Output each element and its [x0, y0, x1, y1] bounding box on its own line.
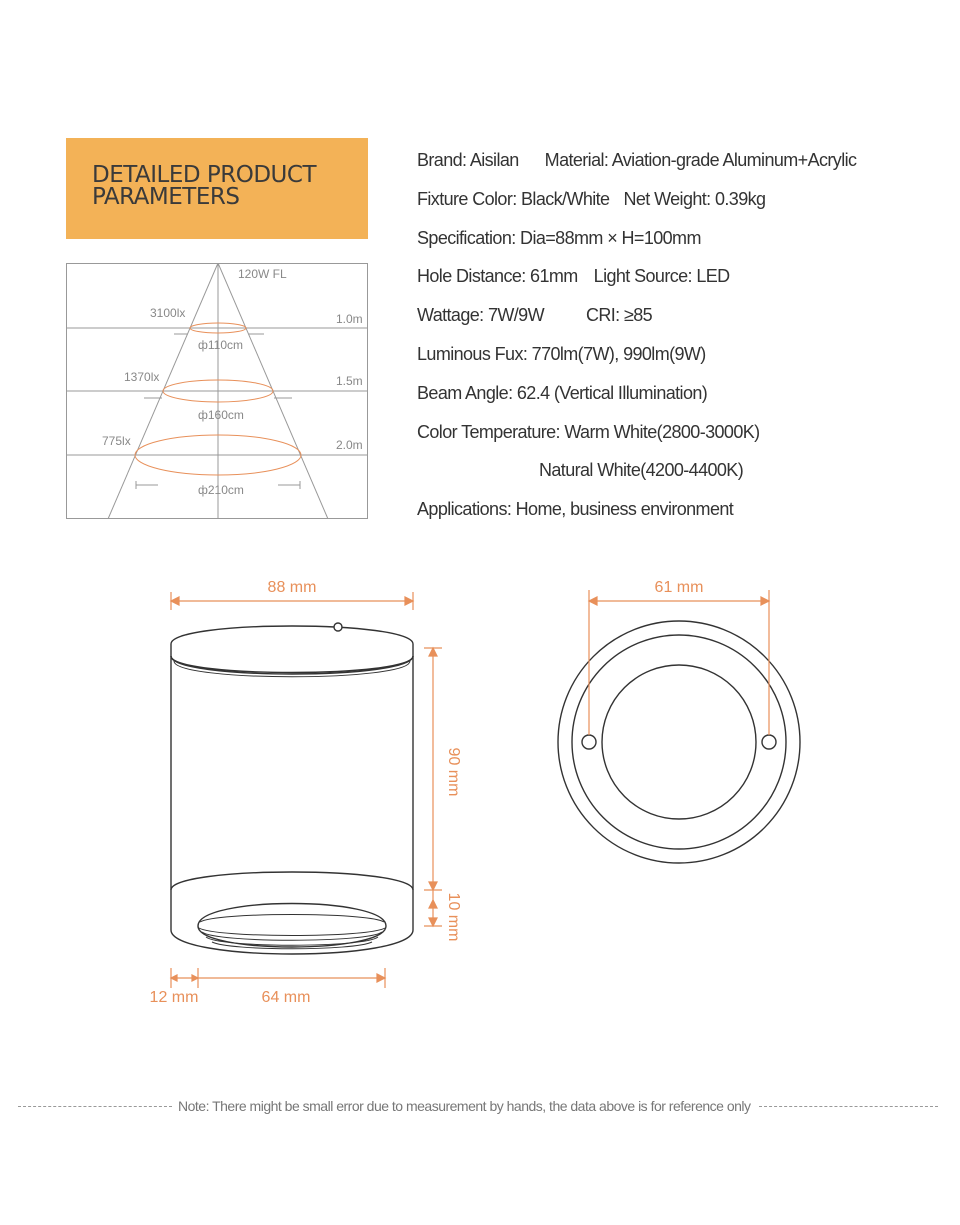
side-top-cap [171, 626, 413, 673]
dim-61-label: 61 mm [654, 579, 704, 596]
spec-light-source: Light Source: LED [593, 266, 730, 287]
side-view [171, 623, 413, 954]
note-text: Note: There might be small error due to measurement by hands, the data above is for reference only [178, 1098, 751, 1114]
dim-10-label: 10 mm [445, 892, 462, 942]
distance-label-3: 2.0m [336, 438, 363, 452]
top-outer-circle [558, 621, 800, 863]
dim-64-arrow [377, 974, 385, 982]
spec-brand: Brand: Aisilan [417, 150, 519, 170]
spec-line-hole [417, 261, 937, 300]
top-middle-circle [572, 635, 786, 849]
spec-applications: Applications: Home, business environment [417, 499, 734, 520]
spec-color-temperature: Color Temperature: Warm White(2800-3000K) [417, 421, 760, 442]
diameter-label-2: ф160cm [198, 408, 244, 422]
beam-diagram [66, 263, 368, 519]
spec-line-specification [417, 223, 937, 262]
spec-net-weight: Net Weight: 0.39kg [623, 188, 766, 209]
lux-label-2: 1370lx [124, 370, 160, 384]
beam-diagram-svg [66, 263, 368, 519]
spec-line-applications [417, 494, 937, 533]
dim-64-label: 64 mm [261, 989, 311, 1006]
spec-list [417, 145, 937, 533]
distance-label-1: 1.0m [336, 312, 363, 326]
diameter-label-3: ф210cm [198, 483, 244, 497]
spec-line-color-temp-2 [417, 455, 937, 494]
top-hole-left [582, 735, 596, 749]
dim-12-label: 12 mm [149, 989, 199, 1006]
spec-beam-angle: Beam Angle: 62.4 (Vertical Illumination) [417, 382, 708, 403]
spec-line-color [417, 184, 937, 223]
dim-90-label: 90 mm [445, 747, 462, 797]
spec-line-beam [417, 378, 937, 417]
spec-line-brand [417, 145, 937, 184]
top-inner-circle [602, 665, 756, 819]
distance-label-2: 1.5m [336, 374, 363, 388]
top-view-dimensions [589, 590, 769, 735]
dimension-drawings [0, 560, 960, 1035]
side-screw-hole [334, 623, 342, 631]
spec-fixture-color: Fixture Color: Black/White [417, 188, 610, 209]
dimension-drawings-svg [0, 560, 960, 1030]
note-divider-left [18, 1106, 172, 1107]
top-hole-right [762, 735, 776, 749]
lux-label-1: 3100lx [150, 306, 186, 320]
lamp-label: 120W FL [238, 267, 287, 281]
measurement-note [18, 1096, 938, 1116]
parameters-banner [66, 138, 368, 239]
spec-wattage: Wattage: 7W/9W [417, 305, 544, 326]
dim-88-label: 88 mm [267, 579, 317, 596]
banner-title: DETAILED PRODUCT PARAMETERS [92, 162, 316, 210]
spec-cri: CRI: ≥85 [585, 305, 653, 326]
diameter-label-1: ф110cm [198, 338, 243, 352]
spec-specification: Specification: Dia=88mm × H=100mm [417, 227, 701, 248]
spec-luminous-flux: Luminous Fux: 770lm(7W), 990lm(9W) [417, 343, 706, 364]
side-bottom-ring-outer [171, 930, 413, 954]
spec-line-wattage [417, 300, 937, 339]
top-view [558, 621, 800, 863]
lux-label-3: 775lx [102, 434, 131, 448]
spec-line-color-temp [417, 417, 937, 456]
spec-color-temperature-2: Natural White(4200-4400K) [539, 460, 744, 481]
spec-line-flux [417, 339, 937, 378]
spec-material: Material: Aviation-grade Aluminum+Acrylic [544, 150, 857, 170]
side-aperture-line-1 [200, 915, 384, 923]
side-bottom-ring-top [171, 872, 413, 890]
spec-hole-distance: Hole Distance: 61mm [417, 266, 578, 287]
note-divider-right [759, 1106, 938, 1107]
